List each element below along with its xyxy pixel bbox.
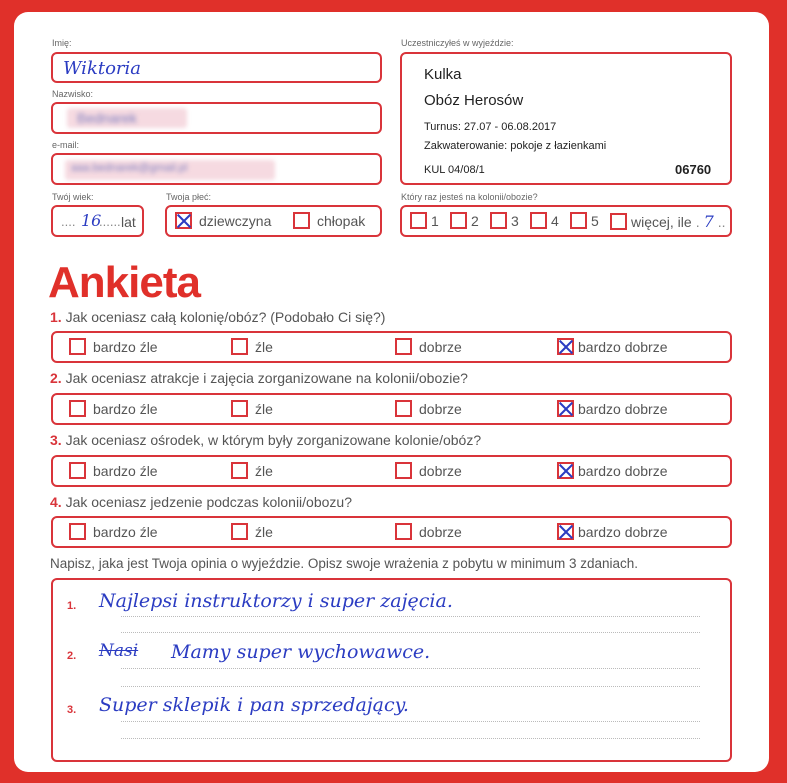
- option-bardzo-zle[interactable]: bardzo źle: [69, 338, 158, 355]
- option-zle[interactable]: źle: [231, 462, 273, 479]
- checkbox-icon[interactable]: [175, 212, 192, 229]
- checkbox-icon[interactable]: [557, 523, 574, 540]
- option-bardzo-dobrze[interactable]: bardzo dobrze: [557, 400, 668, 417]
- option-zle[interactable]: źle: [231, 338, 273, 355]
- email-value: aaa.bednarek@gmail.pl: [71, 162, 188, 174]
- trip-turnus: Turnus: 27.07 - 06.08.2017: [424, 121, 557, 133]
- answer-2-num: 2.: [67, 650, 77, 662]
- answer-3-num: 3.: [67, 704, 77, 716]
- question-2-options: [51, 393, 732, 425]
- kolonia-option-2[interactable]: 2: [450, 212, 479, 229]
- answer-3-text: Super sklepik i pan sprzedający.: [99, 694, 409, 716]
- checkbox-icon[interactable]: [69, 400, 86, 417]
- answer-line: [121, 616, 700, 617]
- nazwisko-label: Nazwisko:: [52, 89, 94, 99]
- checkbox-icon[interactable]: [395, 400, 412, 417]
- checkbox-icon[interactable]: [395, 462, 412, 479]
- question-1-options: [51, 331, 732, 363]
- checkbox-icon[interactable]: [231, 523, 248, 540]
- wiek-value: 16: [81, 211, 102, 230]
- checkbox-icon[interactable]: [395, 523, 412, 540]
- survey-sheet: [14, 12, 769, 772]
- checkbox-icon[interactable]: [231, 462, 248, 479]
- checkbox-icon[interactable]: [410, 212, 427, 229]
- email-label: e-mail:: [52, 140, 80, 150]
- answer-2-text: Mamy super wychowawce.: [171, 641, 431, 663]
- question-3: 3. Jak oceniasz ośrodek, w którym były zorganizowane kolonie/obóz?: [50, 432, 482, 448]
- wiek-label: Twój wiek:: [52, 192, 94, 202]
- checkbox-icon[interactable]: [69, 462, 86, 479]
- trip-zakwaterowanie: Zakwaterowanie: pokoje z łazienkami: [424, 140, 607, 152]
- kolonia-option-1[interactable]: 1: [410, 212, 439, 229]
- kolonia-option-4[interactable]: 4: [530, 212, 559, 229]
- checkbox-icon[interactable]: [610, 213, 627, 230]
- plec-option-dziewczyna[interactable]: dziewczyna: [175, 212, 271, 229]
- kolonia-field: [400, 205, 732, 237]
- kolonia-label: Który raz jesteś na kolonii/obozie?: [401, 192, 538, 202]
- option-bardzo-zle[interactable]: bardzo źle: [69, 400, 158, 417]
- option-bardzo-zle[interactable]: bardzo źle: [69, 462, 158, 479]
- answer-2-struck: Nasi: [99, 641, 139, 661]
- option-dobrze[interactable]: dobrze: [395, 462, 462, 479]
- imie-field[interactable]: [51, 52, 382, 83]
- checkbox-icon[interactable]: [557, 400, 574, 417]
- opinion-box[interactable]: [51, 578, 732, 762]
- trip-number: 06760: [675, 162, 712, 177]
- plec-option-chlopak[interactable]: chłopak: [293, 212, 365, 229]
- kolonia-option-wiecej[interactable]: więcej, ile . 7 ..: [610, 212, 726, 231]
- checkbox-icon[interactable]: [395, 338, 412, 355]
- option-zle[interactable]: źle: [231, 400, 273, 417]
- kolonia-option-5[interactable]: 5: [570, 212, 599, 229]
- survey-title: Ankieta: [48, 258, 200, 307]
- checkbox-icon[interactable]: [293, 212, 310, 229]
- trip-code: KUL 04/08/1: [424, 164, 485, 176]
- nazwisko-value: Bednarek: [77, 110, 137, 126]
- wiek-field[interactable]: .... 16 ...... lat: [51, 205, 144, 237]
- checkbox-icon[interactable]: [557, 338, 574, 355]
- trip-name: Kulka: [424, 66, 462, 83]
- option-bardzo-dobrze[interactable]: bardzo dobrze: [557, 523, 668, 540]
- option-bardzo-dobrze[interactable]: bardzo dobrze: [557, 338, 668, 355]
- email-field[interactable]: [51, 153, 382, 185]
- option-zle[interactable]: źle: [231, 523, 273, 540]
- opinion-prompt: Napisz, jaka jest Twoja opinia o wyjeździe. Opisz swoje wrażenia z pobytu w minimum 3 zdaniach.: [50, 556, 639, 571]
- question-4: 4. Jak oceniasz jedzenie podczas kolonii/obozu?: [50, 494, 352, 510]
- imie-label: Imię:: [52, 38, 72, 48]
- question-4-options: [51, 516, 732, 548]
- option-bardzo-dobrze[interactable]: bardzo dobrze: [557, 462, 668, 479]
- kolonia-count: 7: [703, 212, 714, 231]
- answer-line: [121, 632, 700, 633]
- answer-1-text: Najlepsi instruktorzy i super zajęcia.: [99, 590, 453, 612]
- answer-line: [121, 668, 700, 669]
- checkbox-icon[interactable]: [530, 212, 547, 229]
- plec-field: [165, 205, 382, 237]
- checkbox-icon[interactable]: [69, 338, 86, 355]
- wiek-unit: lat: [121, 214, 136, 230]
- answer-line: [121, 686, 700, 687]
- checkbox-icon[interactable]: [69, 523, 86, 540]
- checkbox-icon[interactable]: [490, 212, 507, 229]
- kolonia-option-3[interactable]: 3: [490, 212, 519, 229]
- answer-line: [121, 721, 700, 722]
- imie-value: Wiktoria: [63, 58, 142, 79]
- option-bardzo-zle[interactable]: bardzo źle: [69, 523, 158, 540]
- uczestnik-label: Uczestniczyłeś w wyjeździe:: [401, 38, 514, 48]
- nazwisko-field[interactable]: [51, 102, 382, 134]
- trip-info-box: [400, 52, 732, 185]
- question-2: 2. Jak oceniasz atrakcje i zajęcia zorganizowane na kolonii/obozie?: [50, 370, 468, 386]
- trip-camp: Obóz Herosów: [424, 92, 524, 109]
- question-1: 1. Jak oceniasz całą kolonię/obóz? (Podobało Ci się?): [50, 309, 386, 325]
- checkbox-icon[interactable]: [231, 400, 248, 417]
- answer-1-num: 1.: [67, 600, 77, 612]
- checkbox-icon[interactable]: [450, 212, 467, 229]
- checkbox-icon[interactable]: [231, 338, 248, 355]
- checkbox-icon[interactable]: [557, 462, 574, 479]
- option-dobrze[interactable]: dobrze: [395, 400, 462, 417]
- answer-line: [121, 738, 700, 739]
- option-dobrze[interactable]: dobrze: [395, 523, 462, 540]
- option-dobrze[interactable]: dobrze: [395, 338, 462, 355]
- question-3-options: [51, 455, 732, 487]
- plec-label: Twoja płeć:: [166, 192, 212, 202]
- checkbox-icon[interactable]: [570, 212, 587, 229]
